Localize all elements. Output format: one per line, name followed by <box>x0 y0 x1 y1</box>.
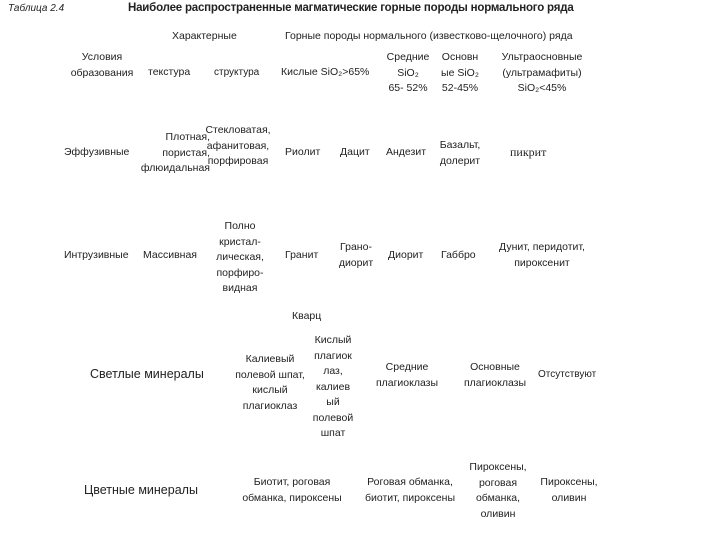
dark-minerals-col1: Биотит, роговая обманка, пироксены <box>242 476 342 504</box>
light-minerals-col1: Калиевый полевой шпат, кислый плагиоклаз <box>235 353 305 412</box>
row-intrusive-rock4: Габбро <box>441 249 476 261</box>
header-characteristic: Характерные <box>172 30 237 42</box>
header-acid: Кислые SiO₂>65% <box>281 66 370 78</box>
header-intermediate: Средние SiO₂ 65- 52% <box>386 51 430 94</box>
light-minerals-col5: Отсутствуют <box>538 369 597 380</box>
row-effusive-rock3: Андезит <box>386 146 427 158</box>
table-label: Таблица 2.4 <box>8 3 65 14</box>
header-structure: структура <box>214 67 260 78</box>
dark-minerals-col4: Пироксены, оливин <box>540 476 598 504</box>
row-intrusive-texture: Массивная <box>143 249 197 261</box>
row-effusive-rock1: Риолит <box>285 146 321 158</box>
light-minerals-col4: Основные плагиоклазы <box>463 361 527 389</box>
header-basic: Основн ые SiO₂ 52-45% <box>441 51 479 94</box>
row-effusive-texture: Плотная, пористая, флюидальная <box>140 131 210 174</box>
table-title: Наиболее распространенные магматические горные породы нормального ряда <box>128 2 574 14</box>
light-minerals-col3: Средние плагиоклазы <box>375 361 439 389</box>
header-texture: текстура <box>148 66 191 78</box>
row-effusive-rock4: Базальт, долерит <box>439 139 481 167</box>
quartz-label: Кварц <box>292 310 322 322</box>
header-conditions: Условия образования <box>70 51 134 79</box>
dark-minerals-label: Цветные минералы <box>84 483 198 497</box>
row-intrusive-rock1: Гранит <box>285 249 319 261</box>
light-minerals-col2: Кислый плагиок лаз, калиев ый полевой шпат <box>312 334 354 439</box>
dark-minerals-col2: Роговая обманка, биотит, пироксены <box>364 476 456 504</box>
row-effusive-rock2: Дацит <box>340 146 370 158</box>
row-effusive-rock5: пикрит <box>510 145 547 159</box>
row-intrusive-structure: Полно кристал- лическая, порфиро- видная <box>216 220 264 294</box>
row-effusive-condition: Эффузивные <box>64 146 130 158</box>
row-intrusive-rock2: Грано- диорит <box>338 241 374 269</box>
dark-minerals-col3: Пироксены, роговая обманка, оливин <box>469 461 527 520</box>
row-intrusive-rock3: Диорит <box>388 249 424 261</box>
row-effusive-structure: Стекловатая, афанитовая, порфировая <box>205 124 271 167</box>
row-intrusive-condition: Интрузивные <box>64 249 129 261</box>
header-ultrabasic: Ультраосновные (ультрамафиты) SiO₂<45% <box>501 51 583 94</box>
header-normal-series: Горные породы нормального (известково-щелочного) ряда <box>285 30 573 42</box>
light-minerals-label: Светлые минералы <box>90 367 204 381</box>
row-intrusive-rock5: Дунит, перидотит, пироксенит <box>499 241 585 269</box>
